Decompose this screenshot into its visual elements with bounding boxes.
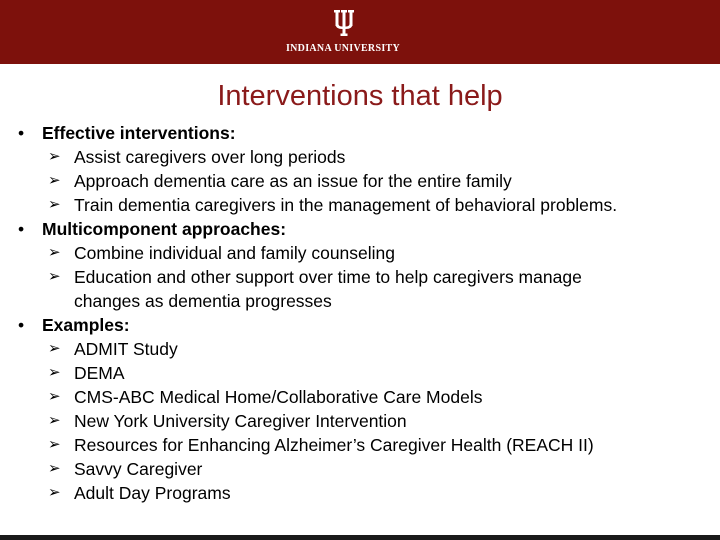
list-item-text: changes as dementia progresses bbox=[74, 291, 332, 311]
arrow-bullet-icon: ➢ bbox=[48, 412, 61, 429]
section-heading: Examples: bbox=[42, 315, 130, 335]
section-heading: Multicomponent approaches: bbox=[42, 219, 287, 239]
arrow-bullet-icon: ➢ bbox=[48, 196, 61, 213]
list-item-text: Resources for Enhancing Alzheimer’s Caregiver Health (REACH II) bbox=[74, 435, 594, 455]
section-heading: Effective interventions: bbox=[42, 123, 236, 143]
bullet-icon: • bbox=[18, 123, 25, 143]
university-header-bar bbox=[0, 0, 720, 64]
list-item-text: CMS-ABC Medical Home/Collaborative Care Models bbox=[74, 387, 483, 407]
iu-trident-icon bbox=[334, 10, 354, 36]
list-item-text: Savvy Caregiver bbox=[74, 459, 203, 479]
slide-title: Interventions that help bbox=[217, 80, 503, 112]
list-item-text: Education and other support over time to help caregivers manage bbox=[74, 267, 582, 287]
arrow-bullet-icon: ➢ bbox=[48, 148, 61, 165]
list-item-text: Combine individual and family counseling bbox=[74, 243, 396, 263]
arrow-bullet-icon: ➢ bbox=[48, 460, 61, 477]
list-item-text: Train dementia caregivers in the management of behavioral problems. bbox=[74, 195, 618, 215]
arrow-bullet-icon: ➢ bbox=[48, 268, 61, 285]
arrow-bullet-icon: ➢ bbox=[48, 484, 61, 501]
list-item-text: ADMIT Study bbox=[74, 339, 178, 359]
list-item-text: Assist caregivers over long periods bbox=[74, 147, 346, 167]
arrow-bullet-icon: ➢ bbox=[48, 436, 61, 453]
bottom-divider bbox=[0, 535, 720, 540]
list-item-text: New York University Caregiver Intervention bbox=[74, 411, 407, 431]
list-item-text: DEMA bbox=[74, 363, 125, 383]
arrow-bullet-icon: ➢ bbox=[48, 172, 61, 189]
bullet-icon: • bbox=[18, 315, 25, 335]
arrow-bullet-icon: ➢ bbox=[48, 364, 61, 381]
bullet-icon: • bbox=[18, 219, 25, 239]
arrow-bullet-icon: ➢ bbox=[48, 388, 61, 405]
list-item-text: Adult Day Programs bbox=[74, 483, 231, 503]
list-item-text: Approach dementia care as an issue for the entire family bbox=[74, 171, 512, 191]
arrow-bullet-icon: ➢ bbox=[48, 244, 61, 261]
university-wordmark: INDIANA UNIVERSITY bbox=[285, 43, 401, 54]
arrow-bullet-icon: ➢ bbox=[48, 340, 61, 357]
